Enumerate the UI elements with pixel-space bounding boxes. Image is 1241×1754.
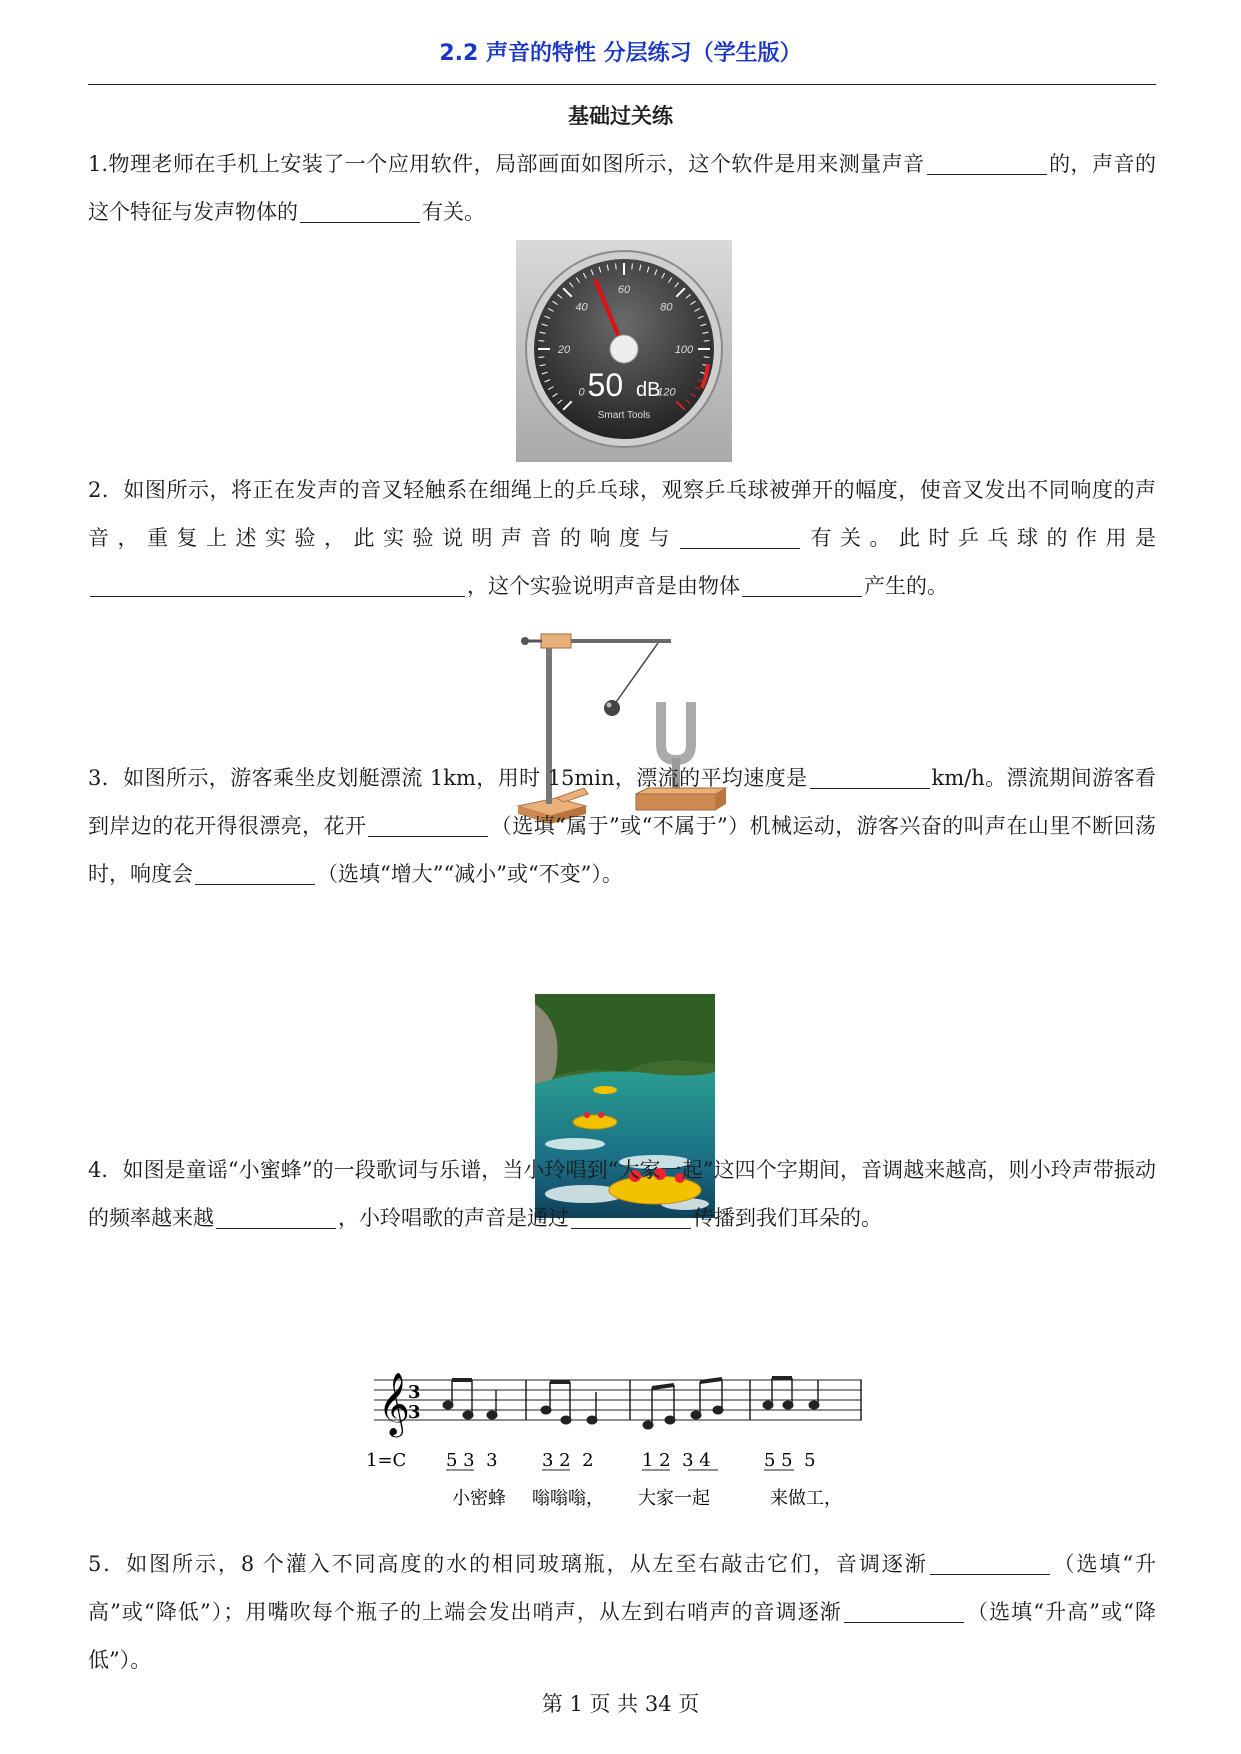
key-signature: 1=C	[366, 1450, 407, 1471]
lyrics-2: 嗡嗡嗡，	[532, 1488, 604, 1509]
meter-tick	[704, 357, 710, 358]
meter-tick	[704, 341, 710, 342]
notes	[443, 1378, 819, 1429]
meter-brand: Smart Tools	[597, 410, 651, 421]
answer-blank[interactable]	[571, 1206, 691, 1229]
stand-arm	[571, 639, 671, 643]
lyrics-1: 小密蜂	[452, 1488, 506, 1509]
meter-label-0: 0	[578, 386, 585, 399]
treble-clef: 𝄞	[378, 1372, 410, 1435]
lyrics-4: 来做工，	[770, 1488, 842, 1509]
jianpu-measure-4: 5 5 5	[764, 1450, 816, 1471]
time-signature-bottom: 3	[408, 1402, 421, 1423]
meter-tick	[632, 263, 633, 269]
raft-far	[593, 1086, 617, 1094]
answer-blank[interactable]	[216, 1206, 336, 1229]
answer-blank[interactable]	[368, 814, 488, 837]
question-5: 5．如图所示，8 个灌入不同高度的水的相同玻璃瓶，从左至右敲击它们，音调逐渐 （选填“升高”或“降低”）；用嘴吹每个瓶子的上端会发出哨声，从左到右哨声的音调逐渐 （选填“升高”或“降低”）。	[88, 1552, 1156, 1672]
jianpu-measure-2: 3 2 2	[542, 1450, 594, 1471]
answer-blank[interactable]	[927, 152, 1047, 175]
header-divider	[88, 84, 1156, 85]
meter-label-60: 60	[617, 284, 631, 296]
answer-blank[interactable]	[90, 574, 465, 597]
question-3: 3．如图所示，游客乘坐皮划艇漂流 1km，用时 15min，漂流的平均速度是 km/h。漂流期间游客看到岸边的花开得很漂亮，花开 （选填“属于”或“不属于”）机械运动，游客兴奋的叫声在山里不断回荡时，响度会 （选填“增大”“减小”或“不变”）。	[88, 766, 1156, 886]
answer-blank[interactable]	[680, 526, 800, 549]
answer-blank[interactable]	[195, 862, 315, 885]
meter-label-40: 40	[575, 301, 588, 314]
time-signature-top: 3	[408, 1382, 421, 1403]
staff-lines	[374, 1380, 862, 1420]
question-1: 1.物理老师在手机上安装了一个应用软件，局部画面如图所示，这个软件是用来测量声音 的，声音的这个特征与发声物体的 有关。	[88, 152, 1156, 224]
lyrics-3: 大家一起	[638, 1488, 710, 1509]
question-2: 2．如图所示，将正在发声的音叉轻触系在细绳上的乒乓球，观察乒乓球被弹开的幅度，使音叉发出不同响度的声音，重复上述实验，此实验说明声音的响度与 有关。此时乒乓球的作用是，这个实验说明声音是由物体 产生的。	[88, 478, 1156, 598]
meter-unit: dB	[636, 379, 661, 401]
answer-blank[interactable]	[844, 1600, 964, 1623]
page-footer: 第 1 页 共 34 页	[541, 1692, 700, 1716]
meter-label-20: 20	[557, 344, 571, 356]
answer-blank[interactable]	[930, 1552, 1050, 1575]
section-title: 基础过关练	[568, 104, 673, 128]
meter-label-80: 80	[660, 301, 673, 314]
jianpu-measure-1: 5 3 3	[446, 1450, 498, 1471]
meter-label-120: 120	[657, 386, 676, 399]
stand-clamp	[541, 634, 571, 648]
meter-reading: 50	[587, 367, 624, 403]
page-title: 2.2 声音的特性 分层练习（学生版）	[439, 41, 802, 66]
meter-label-100: 100	[674, 344, 694, 356]
jianpu-measure-3: 1 2 3 4	[642, 1450, 711, 1471]
meter-tick	[538, 357, 544, 358]
answer-blank[interactable]	[742, 574, 862, 597]
answer-blank[interactable]	[810, 766, 930, 789]
answer-blank[interactable]	[300, 200, 420, 223]
ping-pong-ball	[604, 700, 620, 716]
question-4: 4．如图是童谣“小蜜蜂”的一段歌词与乐谱，当小玲唱到“大家一起”这四个字期间，音调越来越高，则小玲声带振动的频率越来越 ，小玲唱歌的声音是通过 传播到我们耳朵的。	[88, 1158, 1156, 1230]
meter-tick	[616, 263, 617, 269]
meter-tick	[538, 341, 544, 342]
needle-hub	[610, 335, 638, 363]
suspension-string	[614, 643, 658, 705]
music-score-figure	[366, 1370, 874, 1530]
sound-level-meter-figure	[516, 240, 732, 462]
